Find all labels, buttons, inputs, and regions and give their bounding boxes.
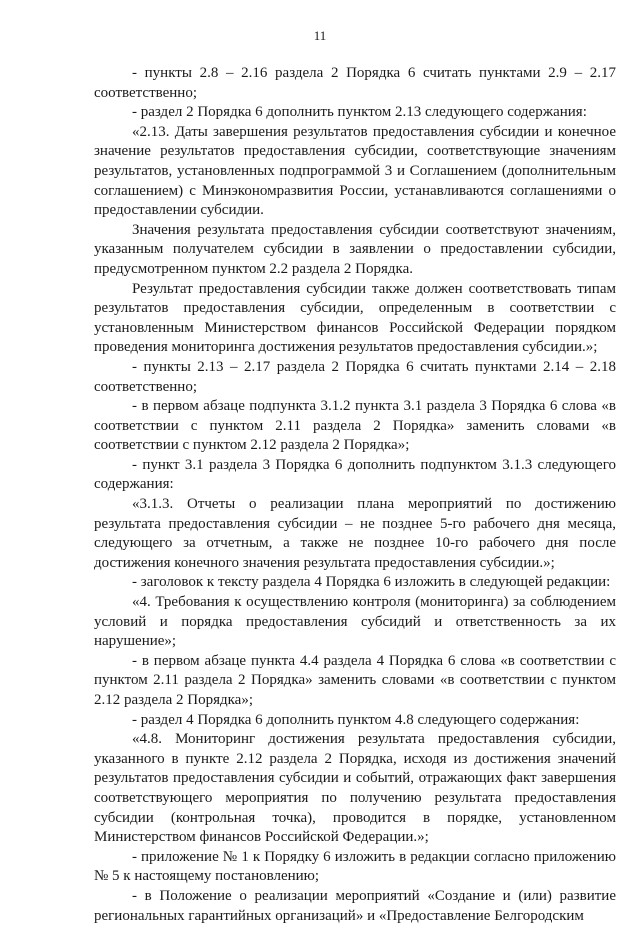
paragraph: «3.1.3. Отчеты о реализации плана мероприятий по достижению результата предоставления субсидии – не позднее 5-го рабочего дня месяца, следующего за отчетным, а также не позднее 10-го рабочего дня после достижения конечного значения результата предоставления субсидии.»; <box>94 496 616 571</box>
paragraph: - раздел 2 Порядка 6 дополнить пунктом 2.13 следующего содержания: <box>132 104 587 121</box>
paragraph: «2.13. Даты завершения результатов предоставления субсидии и конечное значение результатов предоставления субсидии, соответствующие значениям результатов, установленных подпрограммой 3 и Соглашением (дополнительным соглашением) с Минэкономразвития России, устанавливаются соглашениями о предоставлении субсидии. <box>94 123 616 219</box>
paragraph: - приложение № 1 к Порядку 6 изложить в редакции согласно приложению № 5 к настоящему постановлению; <box>94 848 616 885</box>
paragraph: - в первом абзаце подпункта 3.1.2 пункта 3.1 раздела 3 Порядка 6 слова «в соответствии с пунктом 2.11 раздела 2 Порядка» заменить словами «в соответствии с пунктом 2.12 раздела 2 Порядка»; <box>94 398 616 454</box>
paragraph: «4.8. Мониторинг достижения результата предоставления субсидии, указанного в пункте 2.12 раздела 2 Порядка, исходя из достижения значений результатов предоставления субсидии и событий, отражающих факт завершения соответствующего мероприятия по получению результата предоставления субсидии (контрольная точка), проводится в порядке, установленном Министерством финансов Российской Федерации.»; <box>94 731 616 846</box>
paragraph: - в первом абзаце пункта 4.4 раздела 4 Порядка 6 слова «в соответствии с пунктом 2.11 раздела 2 Порядка» заменить словами «в соответствии с пунктом 2.12 раздела 2 Порядка»; <box>94 652 616 708</box>
paragraph: - пункты 2.8 – 2.16 раздела 2 Порядка 6 считать пунктами 2.9 – 2.17 соответственно; <box>94 65 616 101</box>
paragraph: - пункт 3.1 раздела 3 Порядка 6 дополнить подпунктом 3.1.3 следующего содержания: <box>94 456 616 493</box>
paragraph: - заголовок к тексту раздела 4 Порядка 6 изложить в следующей редакции: <box>132 574 611 591</box>
paragraph: - пункты 2.13 – 2.17 раздела 2 Порядка 6 считать пунктами 2.14 – 2.18 соответственно; <box>94 358 616 395</box>
paragraph: «4. Требования к осуществлению контроля (мониторинга) за соблюдением условий и порядка предоставления субсидий и ответственность за их нарушение»; <box>94 594 616 650</box>
paragraph: - раздел 4 Порядка 6 дополнить пунктом 4.8 следующего содержания: <box>132 711 580 728</box>
document-body <box>94 64 616 926</box>
paragraph: Результат предоставления субсидии также должен соответствовать типам результатов предоставления субсидии, определенным в соответствии с установленным Министерством финансов Российской Федерации порядком проведения мониторинга достижения результатов предоставления субсидии.»; <box>94 280 616 356</box>
page-number: 11 <box>313 28 327 43</box>
paragraph: Значения результата предоставления субсидии соответствуют значениям, указанным получателем субсидии в заявлении о предоставлении субсидии, предусмотренном пунктом 2.2 раздела 2 Порядка. <box>94 221 616 277</box>
paragraph: - в Положение о реализации мероприятий «Создание и (или) развитие региональных гарантийных организаций» и «Предоставление Белгородским <box>94 887 616 924</box>
